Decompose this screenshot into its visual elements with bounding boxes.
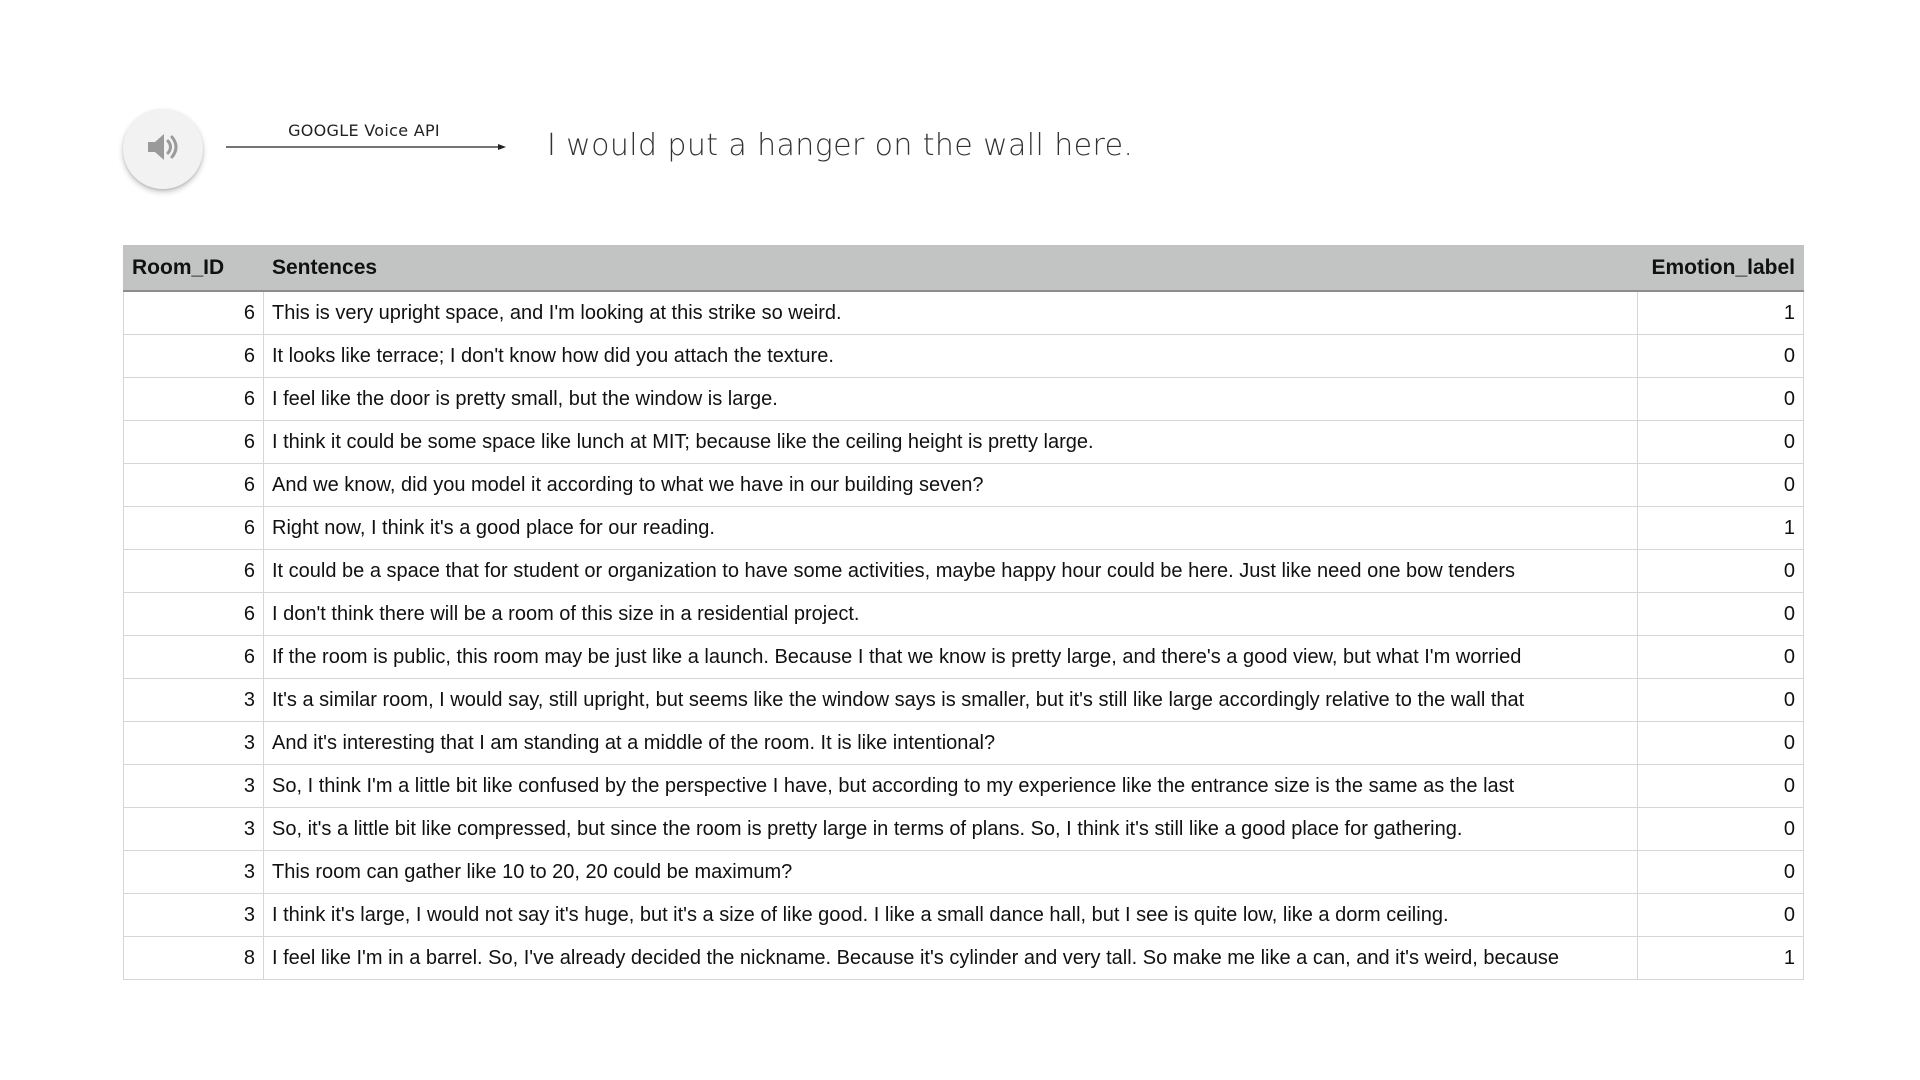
table-row: [124, 593, 1804, 636]
table-row: [124, 335, 1804, 378]
sentence-cell: I don't think there will be a room of this size in a residential project.: [264, 593, 1638, 636]
sentence-cell: It looks like terrace; I don't know how did you attach the texture.: [264, 335, 1638, 378]
table-row: [124, 851, 1804, 894]
table-row: [124, 378, 1804, 421]
room-id-cell: 6: [124, 550, 264, 593]
emotion-label-cell: 0: [1638, 636, 1804, 679]
table-row: [124, 808, 1804, 851]
sentence-cell: Right now, I think it's a good place for our reading.: [264, 507, 1638, 550]
room-id-cell: 6: [124, 464, 264, 507]
sentence-cell: This is very upright space, and I'm looking at this strike so weird.: [264, 291, 1638, 335]
emotion-label-cell: 0: [1638, 335, 1804, 378]
emotion-label-cell: 0: [1638, 550, 1804, 593]
emotion-label-cell: 0: [1638, 851, 1804, 894]
sentence-cell: It's a similar room, I would say, still upright, but seems like the window says is smaller, but it's still like large accordingly relative to the wall that: [264, 679, 1638, 722]
table-row: [124, 421, 1804, 464]
room-id-cell: 6: [124, 636, 264, 679]
table-row: [124, 894, 1804, 937]
table-row: [124, 937, 1804, 980]
column-header-emotion-label: Emotion_label: [1638, 246, 1804, 292]
emotion-label-cell: 0: [1638, 378, 1804, 421]
room-id-cell: 6: [124, 291, 264, 335]
emotion-label-cell: 1: [1638, 507, 1804, 550]
room-id-cell: 3: [124, 851, 264, 894]
emotion-label-cell: 0: [1638, 765, 1804, 808]
transcript-text: I would put a hanger on the wall here.: [547, 128, 1134, 163]
column-header-room-id: Room_ID: [124, 246, 264, 292]
table-row: [124, 679, 1804, 722]
sentence-cell: So, it's a little bit like compressed, but since the room is pretty large in terms of plans. So, I think it's still like a good place for gathering.: [264, 808, 1638, 851]
room-id-cell: 3: [124, 894, 264, 937]
room-id-cell: 6: [124, 593, 264, 636]
room-id-cell: 3: [124, 765, 264, 808]
room-id-cell: 6: [124, 378, 264, 421]
emotion-label-cell: 0: [1638, 894, 1804, 937]
sentence-cell: I think it's large, I would not say it's huge, but it's a size of like good. I like a small dance hall, but I see is quite low, like a dorm ceiling.: [264, 894, 1638, 937]
emotion-label-cell: 1: [1638, 291, 1804, 335]
table-row: [124, 636, 1804, 679]
table-row: [124, 291, 1804, 335]
sentence-cell: I feel like I'm in a barrel. So, I've already decided the nickname. Because it's cylinder and very tall. So make me like a can, and it's weird, because: [264, 937, 1638, 980]
sentence-cell: If the room is public, this room may be just like a launch. Because I that we know is pretty large, and there's a good view, but what I'm worried: [264, 636, 1638, 679]
emotion-label-cell: 0: [1638, 679, 1804, 722]
sentence-cell: So, I think I'm a little bit like confused by the perspective I have, but according to my experience like the entrance size is the same as the last: [264, 765, 1638, 808]
sentence-cell: I feel like the door is pretty small, but the window is large.: [264, 378, 1638, 421]
table-row: [124, 765, 1804, 808]
emotion-label-cell: 0: [1638, 593, 1804, 636]
sentence-cell: It could be a space that for student or organization to have some activities, maybe happy hour could be here. Just like need one bow tenders: [264, 550, 1638, 593]
speaker-button[interactable]: [123, 109, 203, 189]
sentence-cell: And it's interesting that I am standing at a middle of the room. It is like intentional?: [264, 722, 1638, 765]
sentence-cell: And we know, did you model it according to what we have in our building seven?: [264, 464, 1638, 507]
room-id-cell: 3: [124, 679, 264, 722]
speaker-volume-icon: [143, 127, 183, 172]
room-id-cell: 8: [124, 937, 264, 980]
room-id-cell: 6: [124, 421, 264, 464]
room-id-cell: 6: [124, 507, 264, 550]
emotion-label-cell: 0: [1638, 464, 1804, 507]
sentences-table: [123, 245, 1803, 980]
table-row: [124, 507, 1804, 550]
table-row: [124, 464, 1804, 507]
sentence-cell: I think it could be some space like lunch at MIT; because like the ceiling height is pretty large.: [264, 421, 1638, 464]
room-id-cell: 6: [124, 335, 264, 378]
emotion-label-cell: 1: [1638, 937, 1804, 980]
table-header-row: [124, 246, 1804, 292]
emotion-label-cell: 0: [1638, 808, 1804, 851]
room-id-cell: 3: [124, 722, 264, 765]
arrow-right-icon: [226, 140, 506, 154]
column-header-sentences: Sentences: [264, 246, 1638, 292]
emotion-label-cell: 0: [1638, 421, 1804, 464]
table-row: [124, 722, 1804, 765]
api-label: GOOGLE Voice API: [288, 121, 440, 140]
table-row: [124, 550, 1804, 593]
sentence-cell: This room can gather like 10 to 20, 20 could be maximum?: [264, 851, 1638, 894]
room-id-cell: 3: [124, 808, 264, 851]
emotion-label-cell: 0: [1638, 722, 1804, 765]
